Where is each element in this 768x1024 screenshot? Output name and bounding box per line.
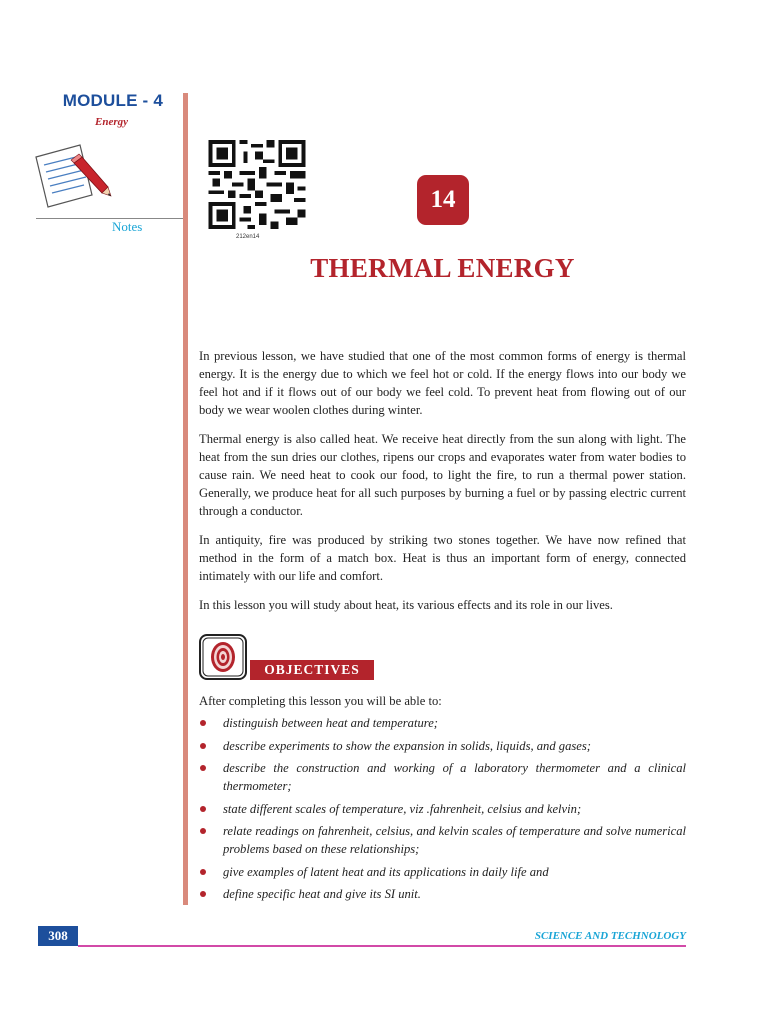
qr-code-icon — [208, 140, 306, 229]
objectives-intro: After completing this lesson you will be able to: — [199, 694, 442, 708]
footer-rule — [78, 945, 686, 947]
body-paragraph: Thermal energy is also called heat. We receive heat directly from the sun along with light. The heat from the sun dries our clothes, ripens our crops and evaporates water from water bodies to cause rain. We need heat to cook our food, to light the fire, to run a thermal power station. Generally, we produce heat for all such purposes by burning a fuel or by passing electric current through a conductor. — [199, 432, 686, 518]
objectives-heading: OBJECTIVES — [250, 660, 374, 680]
notes-pencil-icon — [32, 143, 114, 215]
book-title: SCIENCE AND TECHNOLOGY — [534, 930, 686, 942]
objectives-list — [199, 714, 686, 908]
chapter-number-badge: 14 — [417, 175, 469, 225]
module-title: MODULE - 4 — [62, 91, 163, 110]
list-item: state different scales of temperature, viz .fahrenheit, celsius and kelvin; — [199, 800, 686, 818]
module-subtitle: Energy — [95, 116, 128, 128]
body-paragraph: In antiquity, fire was produced by striking two stones together. We have now refined that method in the form of a match box. Heat is thus an important form of energy, connected intimately with our life and comfort. — [199, 533, 686, 583]
list-item: give examples of latent heat and its applications in daily life and — [199, 863, 686, 881]
list-item: relate readings on fahrenheit, celsius, and kelvin scales of temperature and solve numerical problems based on these relationships; — [199, 822, 686, 858]
list-item: describe experiments to show the expansion in solids, liquids, and gases; — [199, 737, 686, 755]
qr-caption: 212en14 — [236, 234, 260, 240]
list-item: describe the construction and working of a laboratory thermometer and a clinical thermometer; — [199, 759, 686, 795]
list-item: define specific heat and give its SI unit. — [199, 885, 686, 903]
page-number: 308 — [38, 926, 78, 946]
body-paragraph: In previous lesson, we have studied that one of the most common forms of energy is thermal energy. It is the energy due to which we feel hot or cold. If the energy flows into our body we feel hot and if it flows out of our body we feel cold. To prevent heat from flowing out of our body we wear woolen clothes during winter. — [199, 349, 686, 417]
list-item: distinguish between heat and temperature; — [199, 714, 686, 732]
body-paragraph: In this lesson you will study about heat, its various effects and its role in our lives. — [199, 598, 613, 612]
margin-rule — [183, 93, 188, 905]
chapter-title: THERMAL ENERGY — [310, 253, 575, 283]
notes-label: Notes — [112, 219, 143, 234]
target-icon — [199, 634, 247, 680]
notes-divider — [36, 218, 186, 219]
